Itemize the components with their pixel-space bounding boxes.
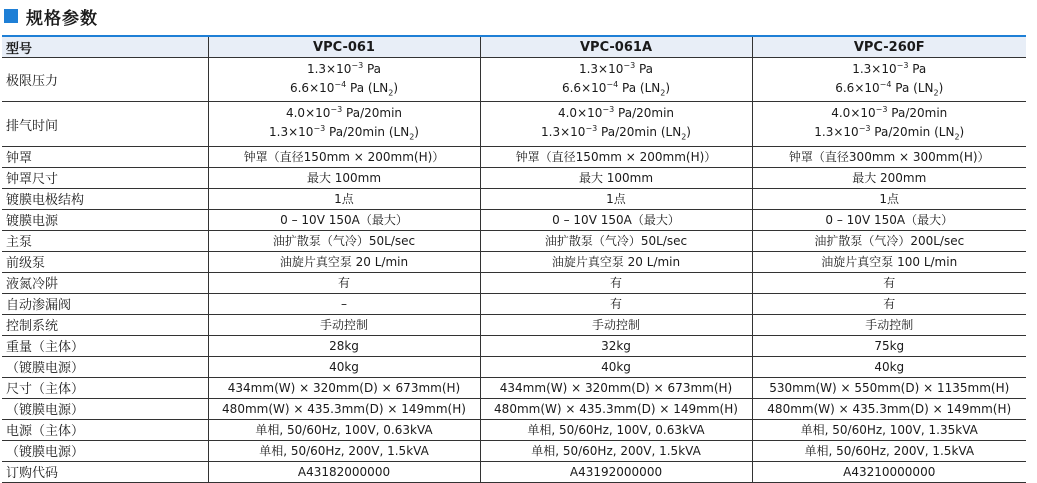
value-line: $6.6\times 10^{-4}$ Pa $(LN_2)$ [835, 80, 944, 98]
header-label: 型号 [2, 36, 208, 58]
row-value: 单相, 50/60Hz, 200V, 1.5kVA [480, 440, 752, 461]
row-value: 434mm(W) × 320mm(D) × 673mm(H) [208, 377, 480, 398]
table-row [2, 419, 1026, 440]
row-value: 钟罩（直径150mm × 200mm(H)） [480, 146, 752, 167]
row-value: 油扩散泵（气冷）50L/sec [208, 230, 480, 251]
row-value: A43210000000 [752, 461, 1026, 482]
table-row [2, 293, 1026, 314]
row-label: （镀膜电源） [2, 398, 208, 419]
table-row [2, 398, 1026, 419]
row-value: A43192000000 [480, 461, 752, 482]
row-value: 1点 [480, 188, 752, 209]
table-row [2, 314, 1026, 335]
table-row [2, 209, 1026, 230]
value-line: $4.0\times 10^{-3}$ Pa/20min [831, 105, 948, 121]
row-label: 电源（主体） [2, 419, 208, 440]
row-value: 单相, 50/60Hz, 200V, 1.5kVA [752, 440, 1026, 461]
row-value: 530mm(W) × 550mm(D) × 1135mm(H) [752, 377, 1026, 398]
table-row [2, 167, 1026, 188]
row-value: 手动控制 [208, 314, 480, 335]
value-line: $1.3\times 10^{-3}$ Pa/20min $(LN_2)$ [814, 124, 965, 142]
row-value [480, 58, 752, 102]
title-square-icon [4, 9, 18, 23]
row-value: 32kg [480, 335, 752, 356]
value-line: $6.6\times 10^{-4}$ Pa $(LN_2)$ [561, 80, 671, 98]
value-line: $4.0\times 10^{-3}$ Pa/20min [557, 105, 675, 121]
row-value: 油旋片真空泵 100 L/min [752, 251, 1026, 272]
row-label: 主泵 [2, 230, 208, 251]
row-label: 极限压力 [2, 58, 208, 102]
row-value: 480mm(W) × 435.3mm(D) × 149mm(H) [480, 398, 752, 419]
row-value: 油扩散泵（气冷）50L/sec [480, 230, 752, 251]
section-title [4, 3, 98, 29]
row-label: 液氮冷阱 [2, 272, 208, 293]
value-line: $1.3\times 10^{-3}$ Pa [852, 61, 927, 76]
row-value: 有 [752, 272, 1026, 293]
table-row [2, 58, 1026, 102]
row-value: 钟罩（直径300mm × 300mm(H)） [752, 146, 1026, 167]
row-value: 有 [480, 272, 752, 293]
row-value: 有 [752, 293, 1026, 314]
row-label: 控制系统 [2, 314, 208, 335]
row-value: 最大 100mm [480, 167, 752, 188]
row-value [208, 58, 480, 102]
header-model: VPC-061 [208, 36, 480, 58]
value-line: $1.3\times 10^{-3}$ Pa/20min $(LN_2)$ [269, 124, 419, 142]
row-label: （镀膜电源） [2, 440, 208, 461]
spec-table [2, 35, 1026, 483]
row-value: 油扩散泵（气冷）200L/sec [752, 230, 1026, 251]
row-value: 1点 [208, 188, 480, 209]
table-row [2, 440, 1026, 461]
row-value: 油旋片真空泵 20 L/min [480, 251, 752, 272]
row-value: 最大 200mm [752, 167, 1026, 188]
row-value: 有 [208, 272, 480, 293]
row-label: （镀膜电源） [2, 356, 208, 377]
row-value: 40kg [208, 356, 480, 377]
value-line: $4.0\times 10^{-3}$ Pa/20min [285, 105, 403, 121]
row-value: 434mm(W) × 320mm(D) × 673mm(H) [480, 377, 752, 398]
row-value: 480mm(W) × 435.3mm(D) × 149mm(H) [208, 398, 480, 419]
row-value: 单相, 50/60Hz, 100V, 0.63kVA [208, 419, 480, 440]
row-value: 有 [480, 293, 752, 314]
table-row [2, 356, 1026, 377]
row-label: 镀膜电源 [2, 209, 208, 230]
row-value: 单相, 50/60Hz, 100V, 1.35kVA [752, 419, 1026, 440]
row-label: 镀膜电极结构 [2, 188, 208, 209]
table-row [2, 102, 1026, 146]
header-model: VPC-061A [480, 36, 752, 58]
value-line: $1.3\times 10^{-3}$ Pa [578, 61, 654, 76]
row-value: 手动控制 [752, 314, 1026, 335]
table-row [2, 461, 1026, 482]
row-value: 0 – 10V 150A（最大） [480, 209, 752, 230]
row-label: 自动渗漏阀 [2, 293, 208, 314]
row-label: 尺寸（主体） [2, 377, 208, 398]
row-label: 订购代码 [2, 461, 208, 482]
row-value: 单相, 50/60Hz, 200V, 1.5kVA [208, 440, 480, 461]
table-row [2, 230, 1026, 251]
row-value: 75kg [752, 335, 1026, 356]
row-value: 单相, 50/60Hz, 100V, 0.63kVA [480, 419, 752, 440]
table-row [2, 335, 1026, 356]
row-value: 0 – 10V 150A（最大） [752, 209, 1026, 230]
row-value [752, 102, 1026, 146]
table-row [2, 377, 1026, 398]
row-value [480, 102, 752, 146]
row-value: 油旋片真空泵 20 L/min [208, 251, 480, 272]
row-value: 1点 [752, 188, 1026, 209]
row-value: 最大 100mm [208, 167, 480, 188]
table-row [2, 188, 1026, 209]
row-value: 0 – 10V 150A（最大） [208, 209, 480, 230]
row-value: 40kg [752, 356, 1026, 377]
row-value [752, 58, 1026, 102]
row-value: 28kg [208, 335, 480, 356]
value-line: $1.3\times 10^{-3}$ Pa [306, 61, 382, 76]
table-row [2, 146, 1026, 167]
row-value: A43182000000 [208, 461, 480, 482]
table-row [2, 251, 1026, 272]
page-title: 规格参数 [26, 8, 98, 29]
row-label: 重量（主体） [2, 335, 208, 356]
row-value: 钟罩（直径150mm × 200mm(H)） [208, 146, 480, 167]
row-value [208, 102, 480, 146]
value-line: $6.6\times 10^{-4}$ Pa $(LN_2)$ [289, 80, 399, 98]
row-label: 前级泵 [2, 251, 208, 272]
row-value: 40kg [480, 356, 752, 377]
row-label: 钟罩尺寸 [2, 167, 208, 188]
value-line: $1.3\times 10^{-3}$ Pa/20min $(LN_2)$ [541, 124, 691, 142]
row-value: 480mm(W) × 435.3mm(D) × 149mm(H) [752, 398, 1026, 419]
table-row [2, 272, 1026, 293]
row-label: 钟罩 [2, 146, 208, 167]
header-model: VPC-260F [752, 36, 1026, 58]
row-value: 手动控制 [480, 314, 752, 335]
row-label: 排气时间 [2, 102, 208, 146]
row-value: – [208, 293, 480, 314]
table-header-row [2, 36, 1026, 58]
